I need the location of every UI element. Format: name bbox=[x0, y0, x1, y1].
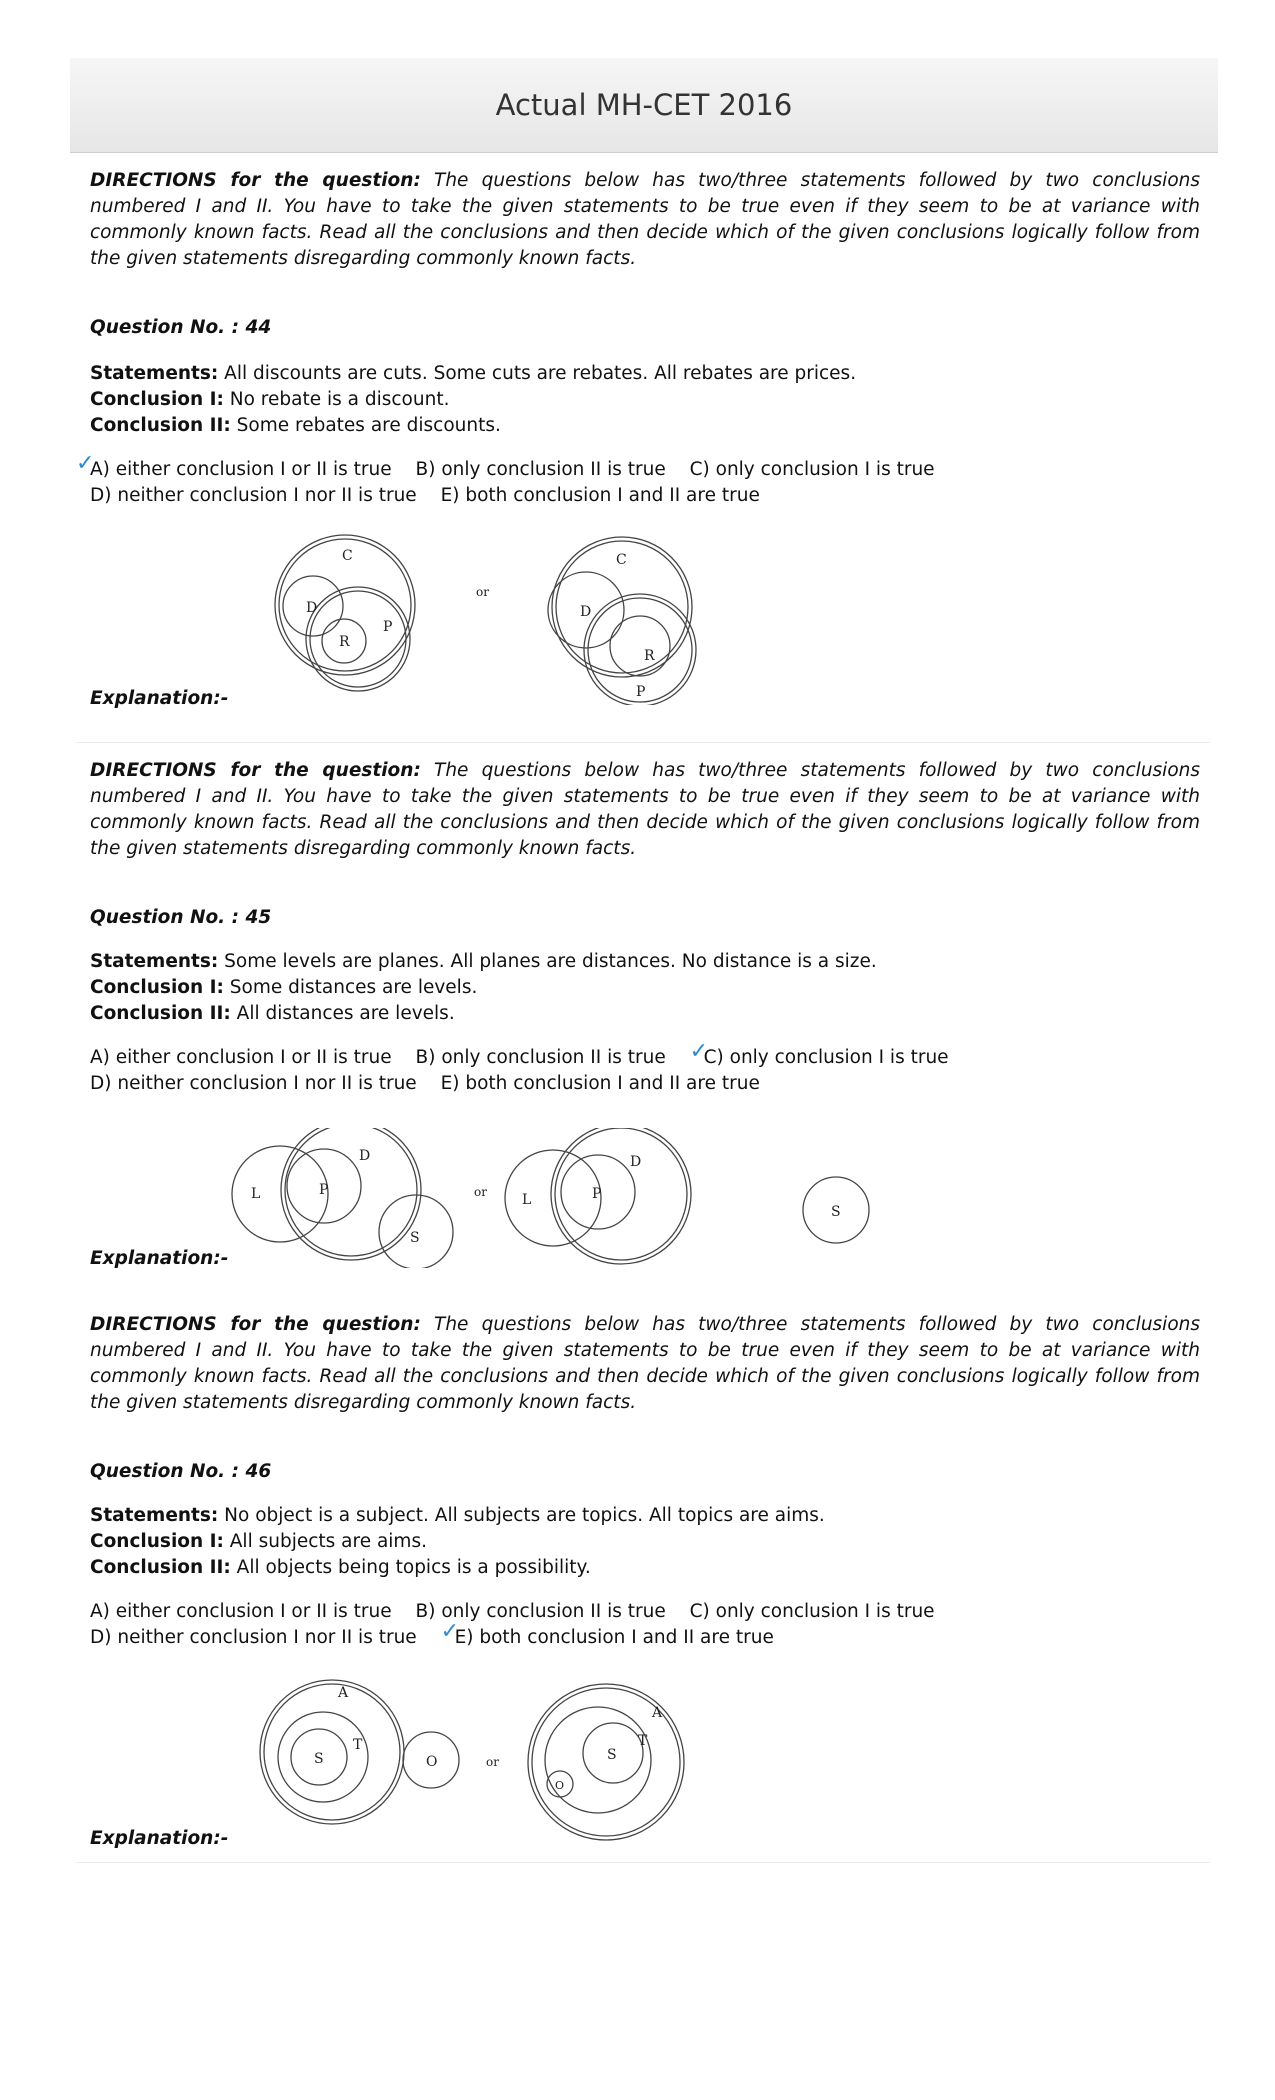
check-icon: ✓ bbox=[440, 1619, 460, 1644]
option-d[interactable]: D) neither conclusion I nor II is true bbox=[90, 1073, 417, 1094]
options bbox=[90, 1599, 953, 1651]
venn-diagram bbox=[230, 1128, 890, 1268]
conclusion-2-text: Some rebates are discounts. bbox=[230, 415, 501, 436]
divider bbox=[76, 742, 1210, 743]
conclusion-1-label: Conclusion I: bbox=[90, 1531, 224, 1552]
question-block-44 bbox=[76, 168, 1201, 718]
statements bbox=[90, 949, 877, 1027]
conclusion-2-label: Conclusion II: bbox=[90, 415, 231, 436]
conclusion-1-label: Conclusion I: bbox=[90, 977, 224, 998]
label-p: P bbox=[319, 1182, 329, 1198]
label-or: or bbox=[474, 1185, 487, 1199]
option-e[interactable]: E) both conclusion I and II are true bbox=[440, 485, 760, 506]
option-c[interactable]: ✓ C) only conclusion I is true bbox=[689, 1039, 949, 1068]
label-r-2: R bbox=[644, 648, 655, 664]
option-c[interactable]: C) only conclusion I is true bbox=[689, 1601, 935, 1622]
conclusion-1-text: All subjects are aims. bbox=[223, 1531, 427, 1552]
label-d: D bbox=[306, 600, 318, 616]
statements-text: All discounts are cuts. Some cuts are rebates. All rebates are prices. bbox=[218, 363, 857, 384]
label-d: D bbox=[359, 1148, 371, 1164]
question-number: Question No. : 45 bbox=[90, 907, 272, 928]
option-e[interactable]: E) both conclusion I and II are true bbox=[440, 1073, 760, 1094]
statements-label: Statements: bbox=[90, 951, 219, 972]
conclusion-1-text: No rebate is a discount. bbox=[223, 389, 450, 410]
conclusion-2-text: All distances are levels. bbox=[230, 1003, 455, 1024]
label-t-2: T bbox=[638, 1733, 648, 1749]
label-r: R bbox=[339, 634, 350, 650]
directions-text bbox=[90, 168, 1200, 272]
conclusion-2-label: Conclusion II: bbox=[90, 1003, 231, 1024]
label-p-2: P bbox=[592, 1186, 602, 1202]
label-c: C bbox=[342, 548, 353, 564]
label-a: A bbox=[338, 1685, 349, 1701]
directions-label: DIRECTIONS for the question: bbox=[90, 760, 421, 781]
explanation-label: Explanation:- bbox=[90, 1828, 229, 1849]
directions-text bbox=[90, 1312, 1200, 1416]
conclusion-2-text: All objects being topics is a possibility. bbox=[230, 1557, 591, 1578]
option-b[interactable]: B) only conclusion II is true bbox=[415, 1601, 666, 1622]
label-or: or bbox=[476, 585, 489, 599]
label-d-2: D bbox=[630, 1154, 642, 1170]
label-a-2: A bbox=[652, 1705, 663, 1721]
question-number: Question No. : 46 bbox=[90, 1461, 272, 1482]
check-icon: ✓ bbox=[76, 451, 95, 476]
conclusion-1-text: Some distances are levels. bbox=[223, 977, 478, 998]
options bbox=[90, 1039, 967, 1097]
check-icon: ✓ bbox=[689, 1039, 709, 1064]
directions-text bbox=[90, 758, 1200, 862]
conclusion-2-label: Conclusion II: bbox=[90, 1557, 231, 1578]
option-d[interactable]: D) neither conclusion I nor II is true bbox=[90, 1627, 417, 1648]
venn-diagram bbox=[240, 1675, 780, 1845]
venn-diagram bbox=[230, 530, 810, 705]
option-b[interactable]: B) only conclusion II is true bbox=[415, 1047, 666, 1068]
label-s-2: S bbox=[831, 1204, 841, 1220]
label-o-2: O bbox=[555, 1779, 565, 1792]
option-b[interactable]: B) only conclusion II is true bbox=[415, 459, 666, 480]
directions-label: DIRECTIONS for the question: bbox=[90, 1314, 421, 1335]
statements-text: No object is a subject. All subjects are topics. All topics are aims. bbox=[218, 1505, 825, 1526]
label-p: P bbox=[383, 619, 393, 635]
question-number: Question No. : 44 bbox=[90, 317, 272, 338]
label-l: L bbox=[251, 1186, 261, 1202]
page-title: Actual MH-CET 2016 bbox=[495, 88, 793, 122]
statements bbox=[90, 1503, 825, 1581]
label-l-2: L bbox=[522, 1192, 532, 1208]
statements-label: Statements: bbox=[90, 1505, 219, 1526]
option-c[interactable]: C) only conclusion I is true bbox=[689, 459, 935, 480]
option-e[interactable]: ✓ E) both conclusion I and II are true bbox=[440, 1619, 774, 1648]
label-o: O bbox=[426, 1754, 438, 1770]
option-a[interactable]: A) either conclusion I or II is true bbox=[90, 1601, 392, 1622]
statements bbox=[90, 361, 856, 439]
label-t: T bbox=[353, 1737, 363, 1753]
option-a[interactable]: A) either conclusion I or II is true bbox=[90, 1047, 392, 1068]
label-or: or bbox=[486, 1755, 499, 1769]
option-a[interactable]: ✓ A) either conclusion I or II is true bbox=[76, 451, 392, 480]
explanation-label: Explanation:- bbox=[90, 688, 229, 709]
question-block-46 bbox=[90, 1312, 1200, 1852]
directions-body: The questions below has two/three statements followed by two conclusions numbered I and II. You have to take the given statements to be true even if they seem to be at variance with commonly known facts. Read all the conclusions and then decide which of the given conclusions logically follow from the given statements disregarding commonly known facts. bbox=[90, 1314, 1201, 1413]
conclusion-1-label: Conclusion I: bbox=[90, 389, 224, 410]
option-d[interactable]: D) neither conclusion I nor II is true bbox=[90, 485, 417, 506]
directions-body: The questions below has two/three statements followed by two conclusions numbered I and II. You have to take the given statements to be true even if they seem to be at variance with commonly known facts. Read all the conclusions and then decide which of the given conclusions logically follow from the given statements disregarding commonly known facts. bbox=[90, 760, 1201, 859]
label-d-2: D bbox=[580, 604, 592, 620]
label-s-2: S bbox=[607, 1747, 617, 1763]
divider bbox=[76, 1862, 1210, 1863]
label-c-2: C bbox=[616, 552, 627, 568]
page-header bbox=[70, 58, 1218, 153]
options bbox=[76, 451, 953, 509]
label-p-2: P bbox=[636, 684, 646, 700]
statements-text: Some levels are planes. All planes are distances. No distance is a size. bbox=[218, 951, 877, 972]
explanation-label: Explanation:- bbox=[90, 1248, 229, 1269]
directions-body: The questions below has two/three statements followed by two conclusions numbered I and II. You have to take the given statements to be true even if they seem to be at variance with commonly known facts. Read all the conclusions and then decide which of the given conclusions logically follow from the given statements disregarding commonly known facts. bbox=[90, 170, 1201, 269]
directions-label: DIRECTIONS for the question: bbox=[90, 170, 421, 191]
statements-label: Statements: bbox=[90, 363, 219, 384]
label-s: S bbox=[314, 1751, 324, 1767]
label-s: S bbox=[410, 1230, 420, 1246]
question-block-45 bbox=[90, 758, 1200, 1278]
